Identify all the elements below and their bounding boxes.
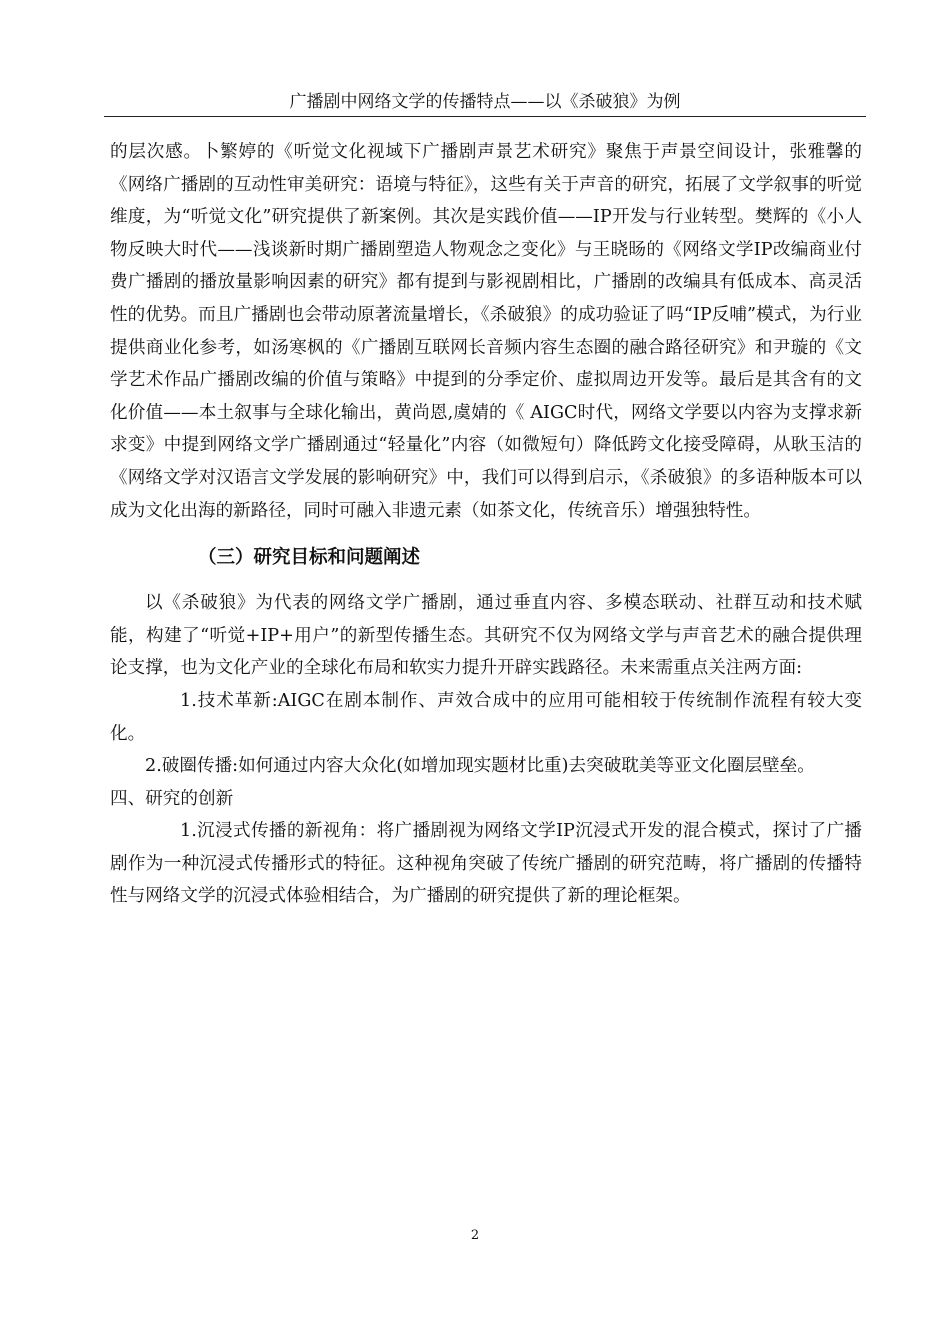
paragraph-literature-review: 的层次感。卜繁婷的《听觉文化视域下广播剧声景艺术研究》聚焦于声景空间设计，张雅馨的《网络广播剧的互动性审美研究：语境与特征》，这些有关于声音的研究，拓展了文学叙事的听觉维度，为“听觉文化”研究提供了新案例。其次是实践价值——IP开发与行业转型。樊辉的《小人物反映大时代——浅谈新时期广播剧塑造人物观念之变化》与王晓旸的《网络文学IP改编商业付费广播剧的播放量影响因素的研究》都有提到与影视剧相比，广播剧的改编具有低成本、高灵活性的优势。而且广播剧也会带动原著流量增长，《杀破狼》的成功验证了吗“IP反哺”模式，为行业提供商业化参考，如汤寒枫的《广播剧互联网长音频内容生态圈的融合路径研究》和尹璇的《文学艺术作品广播剧改编的价值与策略》中提到的分季定价、虚拟周边开发等。最后是其含有的文化价值——本土叙事与全球化输出，黄尚恩,虞婧的《 AIGC时代，网络文学要以内容为支撑求新求变》中提到网络文学广播剧通过“轻量化”内容（如微短句）降低跨文化接受障碍，从耿玉洁的《网络文学对汉语言文学发展的影响研究》中，我们可以得到启示，《杀破狼》的多语种版本可以成为文化出海的新路径，同时可融入非遗元素（如茶文化，传统音乐）增强独特性。	[110, 142, 862, 521]
section-heading-innovation: 四、研究的创新	[110, 788, 234, 809]
section-heading-research-goals: （三）研究目标和问题阐述	[198, 547, 421, 569]
document-body	[110, 136, 862, 913]
page-header: 广播剧中网络文学的传播特点——以《杀破狼》为例	[104, 90, 866, 117]
list-item-tech-innovation: 1.技术革新:AIGC在剧本制作、声效合成中的应用可能相较于传统制作流程有较大变化。	[110, 690, 862, 744]
paragraph-innovation-immersive: 1.沉浸式传播的新视角：将广播剧视为网络文学IP沉浸式开发的混合模式，探讨了广播剧作为一种沉浸式传播形式的特征。这种视角突破了传统广播剧的研究范畴，将广播剧的传播特性与网络文学的沉浸式体验相结合，为广播剧的研究提供了新的理论框架。	[110, 821, 862, 907]
page-number: 2	[470, 1228, 480, 1243]
paragraph-research-goals: 以《杀破狼》为代表的网络文学广播剧，通过垂直内容、多模态联动、社群互动和技术赋能，构建了“听觉+IP+用户”的新型传播生态。其研究不仅为网络文学与声音艺术的融合提供理论支撑，也为文化产业的全球化布局和软实力提升开辟实践路径。未来需重点关注两方面:	[110, 593, 862, 679]
list-item-breakout-spread: 2.破圈传播:如何通过内容大众化(如增加现实题材比重)去突破耽美等亚文化圈层壁垒。	[145, 756, 815, 777]
